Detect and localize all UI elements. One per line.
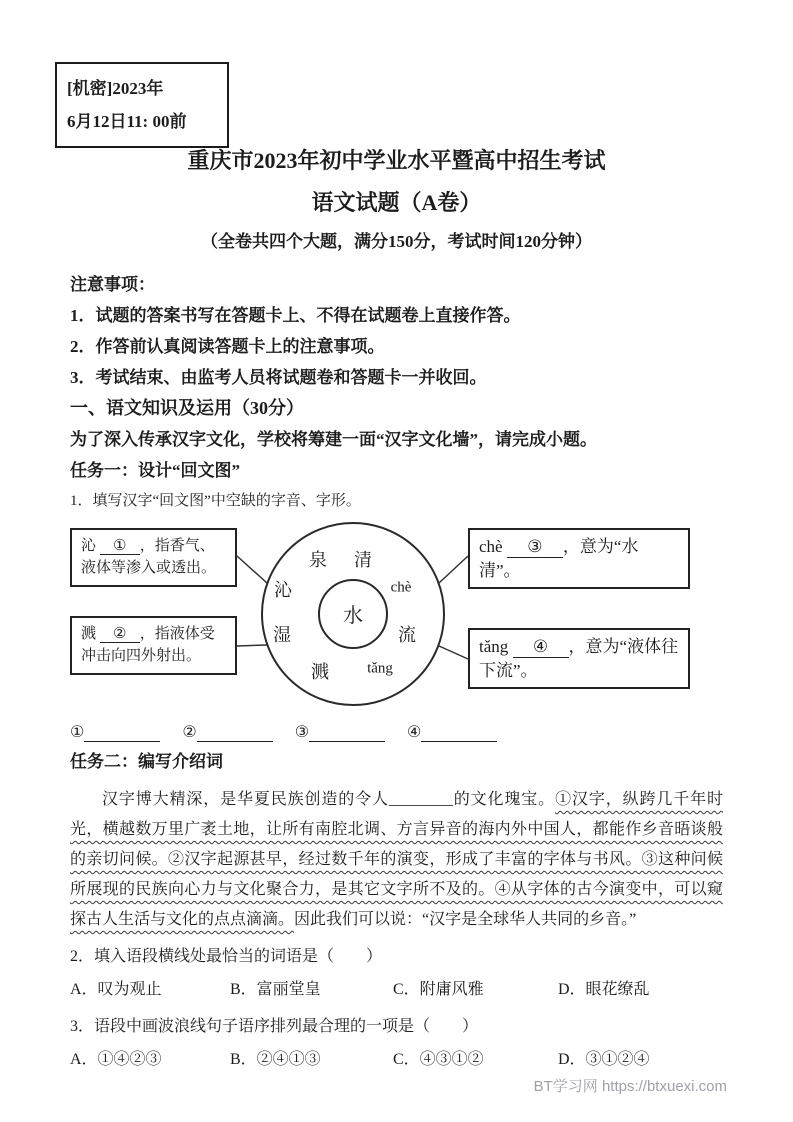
ring-center-char: 水 [343, 605, 363, 628]
question-2-options [70, 974, 723, 1005]
secrecy-line-2: 6月12日11: 00前 [67, 112, 187, 132]
definition-box-qin-tail: ，指香气、液体等渗入或透出。 [81, 537, 217, 577]
question-3-options [70, 1044, 723, 1075]
answer-blank-2-label: ② [182, 723, 197, 741]
question-2-option-c: C．附庸风雅 [393, 980, 484, 998]
huiwen-diagram [70, 522, 723, 710]
exam-title: 重庆市2023年初中学业水平暨高中招生考试 [187, 148, 606, 173]
watermark: BT学习网 https://btxuexi.com [533, 1078, 727, 1095]
paragraph-segment: 因此我们可以说：“汉字是全球华人共同的乡音。” [294, 910, 637, 928]
answer-blank-1-line [84, 723, 160, 742]
answer-blanks-row [70, 722, 723, 742]
question-3-option-c: C．④③①② [393, 1050, 484, 1068]
definition-box-jian-head: 溅 [81, 625, 97, 642]
definition-box-che [468, 528, 690, 590]
definition-box-qin [70, 528, 237, 587]
blank-2: ② [100, 626, 140, 644]
definition-box-che-tail: ，意为“水清”。 [479, 536, 639, 580]
blank-4: ④ [513, 638, 569, 658]
question-2-option-d: D．眼花缭乱 [558, 980, 650, 998]
connector-line-top-right [439, 556, 468, 583]
question-3-stem: 3．语段中画波浪线句子语序排列最合理的一项是（ ） [70, 1017, 479, 1035]
definition-box-qin-head: 沁 [81, 537, 97, 554]
answer-blank-2 [182, 722, 272, 742]
ring-char-shi: 湿 [273, 624, 291, 645]
task-1-title: 任务一：设计“回文图” [70, 460, 240, 480]
answer-blank-4-line [421, 723, 497, 742]
paragraph-wavy-segment: ①汉字，纵跨几千年时光，横越数万里广袤土地，让所有南腔北调、方言异音的海内外中国人，都能作乡音晤谈般的亲切问候。②汉字起源甚早，经过数千年的演变，形成了丰富的字体与书风。③这种问候所展现的民族向心力与文化聚合力，是其它文字所不及的。④从字体的古今演变中，可以窥探古人生活与文化的点点滴滴。 [70, 790, 723, 928]
exam-meta: （全卷共四个大题，满分150分，考试时间120分钟） [201, 231, 592, 251]
paragraph-segment: 汉字博大精深，是华夏民族创造的令人 [102, 790, 389, 808]
secrecy-box [55, 62, 229, 148]
answer-blank-4 [407, 722, 497, 742]
answer-blank-1 [70, 722, 160, 742]
question-3-option-b: B．②④①③ [230, 1050, 321, 1068]
blank-1: ① [100, 538, 140, 556]
exam-subtitle: 语文试题（A卷） [311, 190, 482, 216]
notice-item-2: 2．作答前认真阅读答题卡上的注意事项。 [70, 336, 385, 356]
paragraph-blank-underline: ________ [388, 790, 453, 808]
notices-title: 注意事项： [70, 274, 155, 294]
ring-char-tang-pinyin: tǎng [367, 660, 393, 677]
connector-line-bottom-left [237, 645, 267, 646]
answer-blank-1-label: ① [70, 723, 85, 741]
question-2-option-b: B．富丽堂皇 [230, 980, 321, 998]
question-3-option-a: A．①④②③ [70, 1050, 162, 1068]
answer-blank-3-label: ③ [294, 723, 310, 741]
definition-box-tang-head: tǎng [479, 636, 509, 656]
ring-char-jian: 溅 [311, 661, 329, 682]
question-2-stem: 2．填入语段横线处最恰当的词语是（ ） [70, 947, 383, 965]
definition-box-tang-tail: ，意为“液体往下流”。 [479, 636, 679, 680]
ring-char-liu: 流 [398, 624, 416, 645]
task-2-title: 任务二：编写介绍词 [70, 751, 223, 771]
notice-item-3: 3．考试结束、由监考人员将试题卷和答题卡一并收回。 [70, 367, 487, 387]
section-1-intro: 为了深入传承汉字文化，学校将筹建一面“汉字文化墙”，请完成小题。 [70, 429, 597, 449]
section-1-heading: 一、语文知识及运用（30分） [70, 397, 304, 418]
definition-box-che-head: chè [479, 536, 503, 556]
blank-3: ③ [507, 538, 563, 558]
ring-inner-circle [318, 579, 388, 649]
task-2-paragraph [70, 785, 723, 935]
connector-line-top-left [237, 556, 267, 583]
notice-item-1: 1．试题的答案书写在答题卡上、不得在试题卷上直接作答。 [70, 305, 521, 325]
answer-blank-4-label: ④ [407, 723, 422, 741]
ring-char-che-pinyin: chè [390, 579, 412, 596]
paragraph-segment: 的文化瑰宝。 [452, 790, 556, 808]
answer-blank-2-line [197, 723, 273, 742]
definition-box-tang [468, 628, 690, 690]
ring-char-qing: 清 [354, 549, 372, 570]
question-1-stem: 1．填写汉字“回文图”中空缺的字音、字形。 [70, 492, 361, 509]
answer-blank-3 [295, 722, 385, 742]
definition-box-jian-tail: ，指液体受冲击向四外射出。 [81, 625, 215, 665]
definition-box-jian [70, 616, 237, 675]
answer-blank-3-line [309, 723, 385, 742]
connector-line-bottom-right [439, 646, 468, 659]
secrecy-line-1: [机密]2023年 [67, 79, 164, 98]
question-2-option-a: A．叹为观止 [70, 980, 162, 998]
ring-char-qin: 沁 [274, 579, 292, 600]
question-3-option-d: D．③①②④ [558, 1050, 650, 1068]
ring-char-quan: 泉 [309, 549, 327, 570]
